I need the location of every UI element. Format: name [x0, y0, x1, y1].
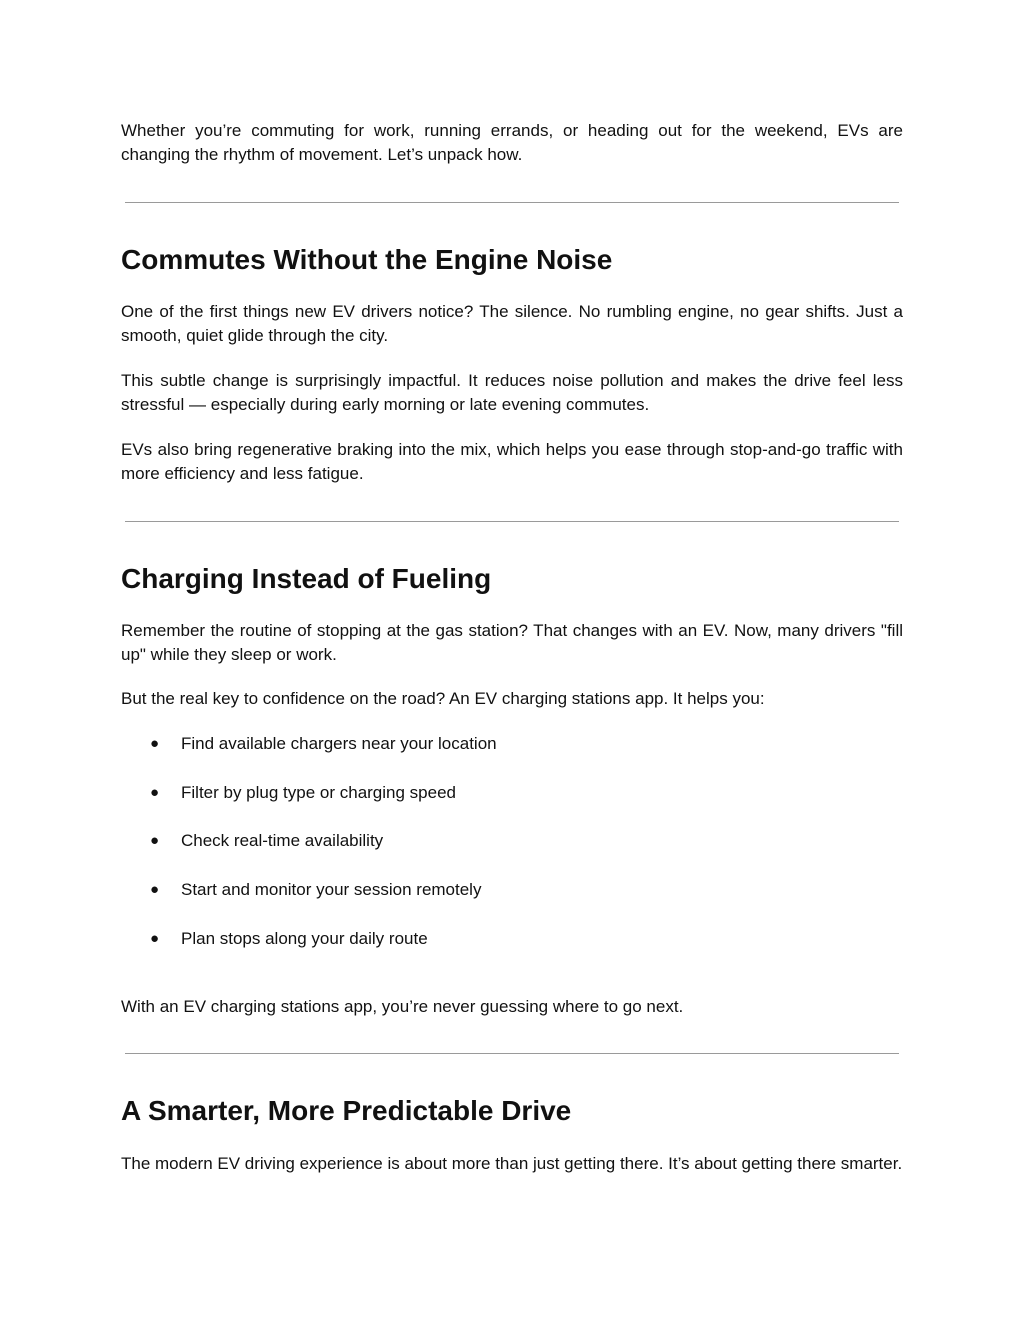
section-heading-smarter: A Smarter, More Predictable Drive [121, 1095, 572, 1126]
section-divider [125, 202, 899, 203]
intro-paragraph: Whether you’re commuting for work, running errands, or heading out for the weekend, EVs are changing the rhythm of movement. Let’s unpack how. [121, 121, 903, 164]
bullet-icon: ● [150, 735, 160, 752]
list-item-text: Find available chargers near your location [181, 734, 497, 753]
paragraph: Remember the routine of stopping at the gas station? That changes with an EV. Now, many drivers "fill up" while they sleep or work. [121, 621, 903, 664]
bullet-icon: ● [150, 784, 160, 801]
list-item-text: Check real-time availability [181, 831, 384, 850]
paragraph: One of the first things new EV drivers notice? The silence. No rumbling engine, no gear shifts. Just a smooth, quiet glide through the city. [121, 302, 903, 345]
paragraph: The modern EV driving experience is about more than just getting there. It’s about getting there smarter. [121, 1154, 903, 1173]
section-divider [125, 1053, 899, 1054]
paragraph: This subtle change is surprisingly impactful. It reduces noise pollution and makes the drive feel less stressful — especially during early morning or late evening commutes. [121, 371, 903, 414]
section-divider [125, 521, 899, 522]
paragraph: But the real key to confidence on the road? An EV charging stations app. It helps you: [121, 689, 765, 708]
list-item-text: Start and monitor your session remotely [181, 880, 482, 899]
bullet-icon: ● [150, 832, 160, 849]
section-heading-charging: Charging Instead of Fueling [121, 563, 492, 594]
list-item-text: Plan stops along your daily route [181, 929, 428, 948]
paragraph: EVs also bring regenerative braking into the mix, which helps you ease through stop-and-go traffic with more efficiency and less fatigue. [121, 440, 903, 483]
bullet-icon: ● [150, 930, 160, 947]
section-heading-commutes: Commutes Without the Engine Noise [121, 244, 613, 275]
closing-paragraph: With an EV charging stations app, you’re never guessing where to go next. [121, 997, 684, 1016]
bullet-icon: ● [150, 881, 160, 898]
list-item-text: Filter by plug type or charging speed [181, 783, 456, 802]
